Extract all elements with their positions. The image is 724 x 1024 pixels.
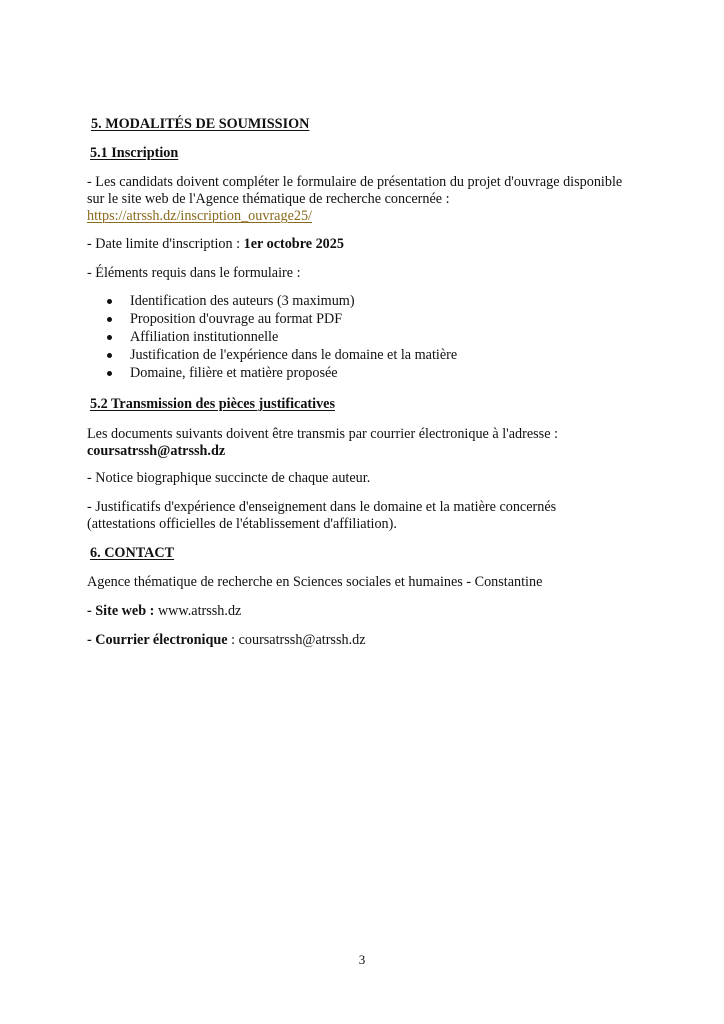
bullet-icon [107,371,112,376]
bullet-icon [107,353,112,358]
subsection-5-1-heading: 5.1 Inscription [90,145,179,161]
transmission-intro: Les documents suivants doivent être transmis par courrier électronique à l'adresse : [87,426,558,442]
list-item-text: Affiliation institutionnelle [130,329,279,345]
list-item-text: Justification de l'expérience dans le domaine et la matière [130,347,458,363]
deadline-line [87,236,344,254]
list-item-text: Proposition d'ouvrage au format PDF [130,311,343,327]
list-item [107,292,457,310]
inscription-form-link-row [87,208,312,226]
list-item [107,328,457,346]
list-item [107,310,457,328]
website-label: - Site web : [87,603,158,619]
inscription-paragraph-line-2: sur le site web de l'Agence thématique de recherche concernée : [87,191,450,207]
list-item [107,364,457,382]
email-separator: : [227,632,239,648]
email-value: coursatrssh@atrssh.dz [238,632,366,648]
list-item [107,346,457,364]
deadline-label: - Date limite d'inscription : [87,236,244,252]
required-elements-intro: - Éléments requis dans le formulaire : [87,265,301,281]
inscription-form-link[interactable]: https://atrssh.dz/inscription_ouvrage25/ [87,208,312,224]
transmission-email: coursatrssh@atrssh.dz [87,443,226,459]
contact-agency: Agence thématique de recherche en Sciences sociales et humaines - Constantine [87,574,543,590]
inscription-paragraph-line-1: - Les candidats doivent compléter le formulaire de présentation du projet d'ouvrage disponible [87,174,623,190]
bullet-icon [107,317,112,322]
email-label: - Courrier électronique [87,632,228,648]
transmission-item-1: - Notice biographique succincte de chaque auteur. [87,470,371,486]
subsection-5-2-heading: 5.2 Transmission des pièces justificatives [90,396,335,412]
contact-website-line [87,603,241,621]
section-5-heading: 5. MODALITÉS DE SOUMISSION [91,116,310,132]
transmission-item-2-line-2: (attestations officielles de l'établissement d'affiliation). [87,516,397,532]
deadline-value: 1er octobre 2025 [243,236,344,252]
page-number: 3 [358,952,366,967]
bullet-icon [107,299,112,304]
bullet-icon [107,335,112,340]
transmission-item-2-line-1: - Justificatifs d'expérience d'enseignement dans le domaine et la matière concernés [87,499,557,515]
contact-email-line [87,632,366,650]
required-elements-list [107,292,457,382]
list-item-text: Identification des auteurs (3 maximum) [130,293,355,309]
website-value: www.atrssh.dz [157,603,242,619]
list-item-text: Domaine, filière et matière proposée [130,365,338,381]
section-6-heading: 6. CONTACT [90,545,175,561]
